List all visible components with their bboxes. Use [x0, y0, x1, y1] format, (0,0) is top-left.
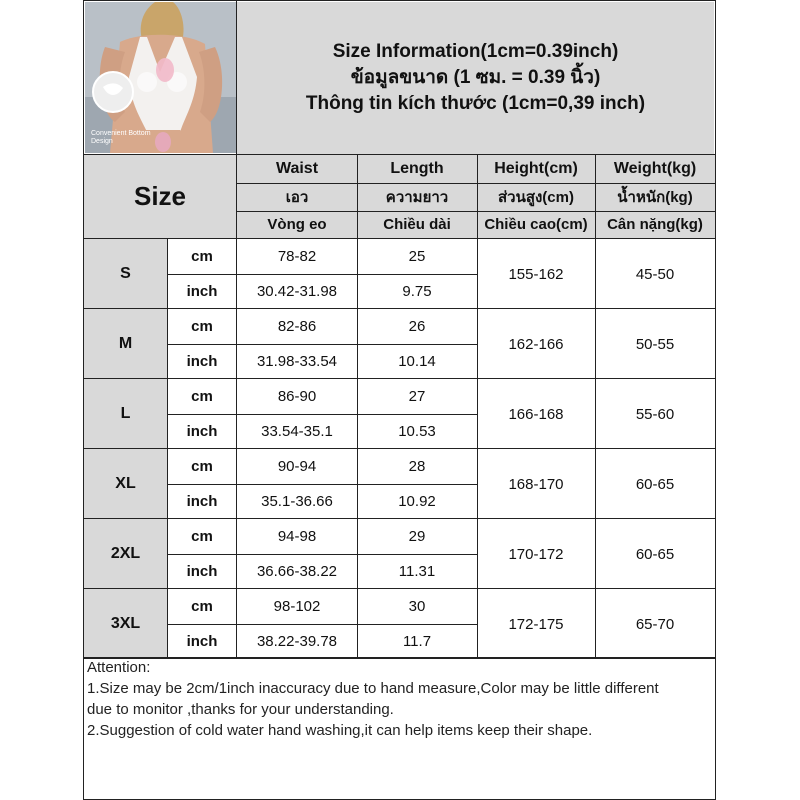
length-inch-value: 11.31: [398, 563, 436, 580]
grid-line: [167, 274, 477, 275]
waist-cm-value: 94-98: [277, 528, 317, 545]
grid-line: [83, 154, 716, 155]
unit-cm-label: cm: [191, 248, 213, 265]
height-value: 162-166: [508, 335, 564, 353]
length-inch-value: 10.92: [398, 493, 436, 510]
unit-cm-label: cm: [191, 528, 213, 545]
waist-header-th: เอว: [285, 189, 309, 206]
waist-inch-value: 33.54-35.1: [261, 423, 333, 440]
length-inch-value: 10.14: [398, 353, 436, 370]
unit-inch-label: inch: [186, 563, 218, 580]
attention-heading: Attention:: [87, 659, 151, 676]
size-label: 2XL: [84, 519, 167, 589]
grid-line: [167, 624, 477, 625]
size-label: 3XL: [84, 589, 167, 659]
unit-inch-label: inch: [186, 493, 218, 510]
length-cm-value: 29: [408, 528, 426, 545]
waist-inch-value: 30.42-31.98: [256, 283, 338, 300]
waist-inch-value: 31.98-33.54: [256, 353, 338, 370]
grid-line: [83, 0, 716, 1]
size-header: Size: [133, 181, 187, 211]
size-header-cell: [84, 155, 236, 238]
height-value: 166-168: [508, 405, 564, 423]
grid-line: [715, 0, 716, 800]
title-vietnamese: Thông tin kích thước (1cm=0,39 inch): [305, 93, 646, 114]
length-header-th: ความยาว: [385, 189, 449, 206]
grid-line: [83, 238, 716, 239]
height-header-th: ส่วนสูง(cm): [498, 189, 574, 206]
attention-note-2: 2.Suggestion of cold water hand washing,it can help items keep their shape.: [87, 722, 593, 739]
length-header-en: Length: [390, 160, 444, 177]
attention-note-1a: 1.Size may be 2cm/1inch inaccuracy due to hand measure,Color may be little different: [87, 680, 659, 697]
weight-value: 50-55: [635, 335, 675, 353]
size-info-title: [237, 2, 714, 154]
size-label: XL: [84, 449, 167, 519]
unit-cm-label: cm: [191, 388, 213, 405]
unit-cm-label: cm: [191, 458, 213, 475]
weight-value: 60-65: [635, 545, 675, 563]
title-english: Size Information(1cm=0.39inch): [332, 41, 619, 62]
grid-line: [167, 484, 477, 485]
height-value: 155-162: [508, 265, 564, 283]
unit-inch-label: inch: [186, 283, 218, 300]
waist-cm-value: 98-102: [273, 598, 321, 615]
grid-line: [237, 211, 715, 212]
weight-header-en: Weight(kg): [613, 160, 697, 177]
title-thai: ข้อมูลขนาด (1 ซม. = 0.39 นิ้ว): [350, 67, 601, 88]
length-cm-value: 27: [408, 388, 426, 405]
unit-inch-label: inch: [186, 633, 218, 650]
length-cm-value: 26: [408, 318, 426, 335]
grid-line: [167, 554, 477, 555]
unit-cm-label: cm: [191, 598, 213, 615]
unit-inch-label: inch: [186, 423, 218, 440]
height-value: 170-172: [508, 545, 564, 563]
length-cm-value: 30: [408, 598, 426, 615]
waist-header-en: Waist: [275, 160, 319, 177]
length-inch-value: 9.75: [402, 283, 432, 300]
product-photo: [85, 2, 236, 153]
grid-line: [83, 588, 716, 589]
grid-line: [167, 344, 477, 345]
grid-line: [167, 414, 477, 415]
unit-cm-label: cm: [191, 318, 213, 335]
size-label: S: [84, 239, 167, 309]
height-value: 168-170: [508, 475, 564, 493]
grid-line: [83, 448, 716, 449]
unit-inch-label: inch: [186, 353, 218, 370]
length-cm-value: 28: [408, 458, 426, 475]
weight-value: 55-60: [635, 405, 675, 423]
height-header-en: Height(cm): [494, 160, 578, 177]
length-header-vi: Chiều dài: [383, 216, 451, 233]
attention-note-1b: due to monitor ,thanks for your understanding.: [87, 701, 394, 718]
size-label: L: [84, 379, 167, 449]
waist-cm-value: 82-86: [277, 318, 317, 335]
waist-inch-value: 35.1-36.66: [261, 493, 333, 510]
photo-caption: Convenient Bottom Design: [91, 130, 151, 145]
waist-header-vi: Vòng eo: [267, 216, 327, 233]
weight-header-th: น้ำหนัก(kg): [617, 189, 693, 206]
height-value: 172-175: [508, 615, 564, 633]
grid-line: [83, 518, 716, 519]
grid-line: [83, 378, 716, 379]
weight-value: 65-70: [635, 615, 675, 633]
waist-inch-value: 38.22-39.78: [256, 633, 338, 650]
grid-line: [237, 183, 715, 184]
height-header-vi: Chiều cao(cm): [484, 216, 588, 233]
grid-line: [236, 0, 237, 239]
size-label: M: [84, 309, 167, 379]
length-inch-value: 11.7: [402, 633, 432, 650]
grid-line: [357, 155, 358, 657]
waist-cm-value: 86-90: [277, 388, 317, 405]
waist-cm-value: 78-82: [277, 248, 317, 265]
grid-line: [477, 155, 478, 657]
waist-inch-value: 36.66-38.22: [256, 563, 338, 580]
grid-line: [595, 155, 596, 657]
waist-cm-value: 90-94: [277, 458, 317, 475]
weight-value: 60-65: [635, 475, 675, 493]
length-inch-value: 10.53: [398, 423, 436, 440]
attention-notes: [87, 657, 713, 741]
grid-line: [83, 308, 716, 309]
weight-header-vi: Cân nặng(kg): [607, 216, 703, 233]
grid-line: [83, 0, 84, 800]
length-cm-value: 25: [408, 248, 426, 265]
weight-value: 45-50: [635, 265, 675, 283]
